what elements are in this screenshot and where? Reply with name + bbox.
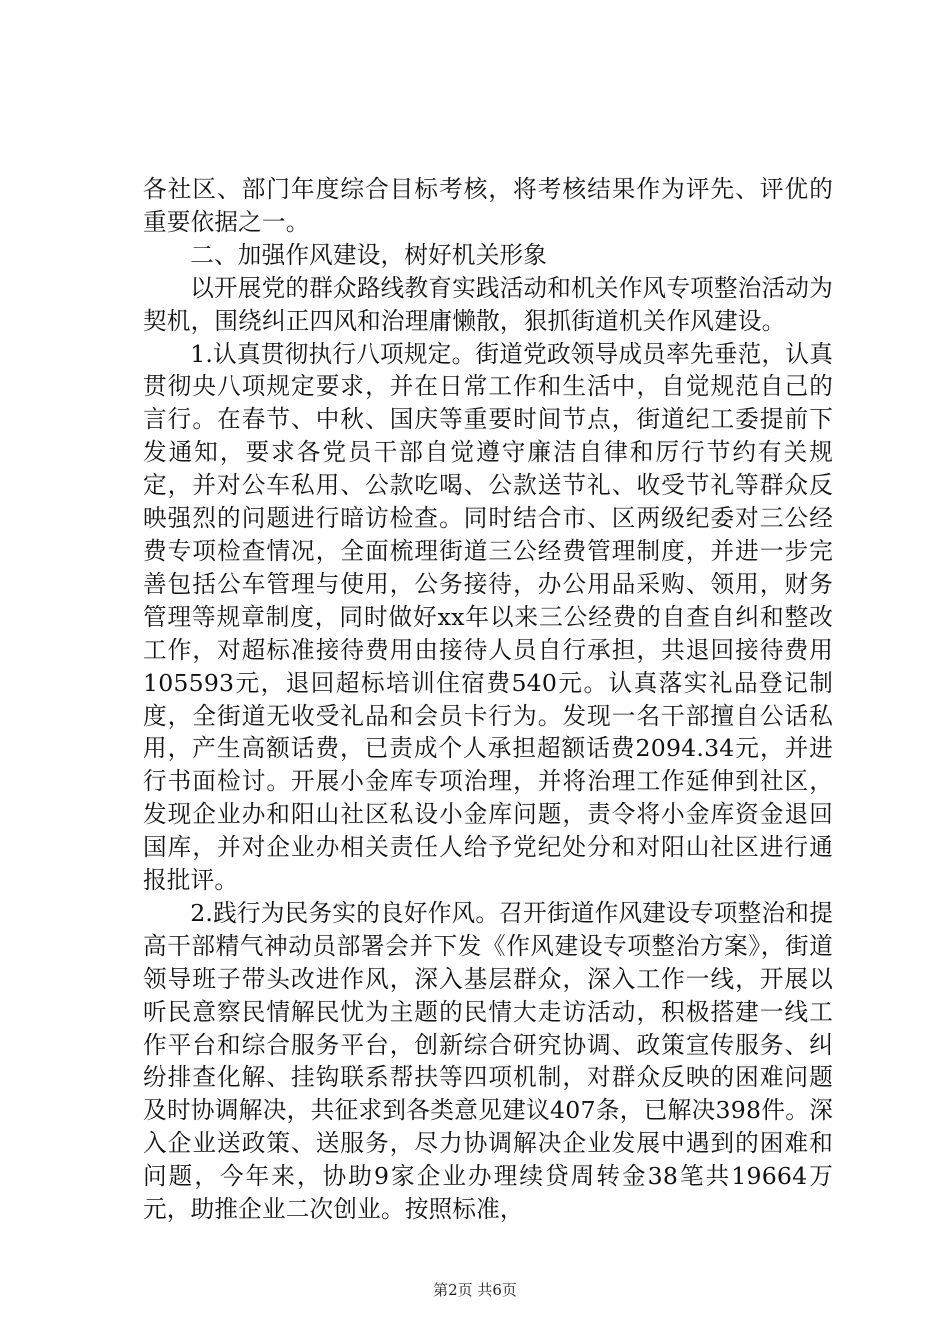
document-body: [143, 173, 833, 1226]
paragraph-item-1: 1.认真贯彻执行八项规定。街道党政领导成员率先垂范，认真贯彻央八项规定要求，并在日常工作和生活中，自觉规范自己的言行。在春节、中秋、国庆等重要时间节点，街道纪工委提前下发通知，要求各党员干部自觉遵守廉洁自律和厉行节约有关规定，并对公车私用、公款吃喝、公款送节礼、收受节礼等群众反映强烈的问题进行暗访检查。同时结合市、区两级纪委对三公经费专项检查情况，全面梳理街道三公经费管理制度，并进一步完善包括公车管理与使用，公务接待，办公用品采购、领用，财务管理等规章制度，同时做好xx年以来三公经费的自查自纠和整改工作，对超标准接待费用由接待人员自行承担，共退回接待费用105593元，退回超标培训住宿费540元。认真落实礼品登记制度，全街道无收受礼品和会员卡行为。发现一名干部擅自公话私用，产生高额话费，已责成个人承担超额话费2094.34元，并进行书面检讨。开展小金库专项治理，并将治理工作延伸到社区，发现企业办和阳山社区私设小金库问题，责令将小金库资金退回国库，并对企业办相关责任人给予党纪处分和对阳山社区进行通报批评。: [143, 339, 833, 895]
section-heading: 二、加强作风建设，树好机关形象: [190, 240, 548, 269]
paragraph-continued: 各社区、部门年度综合目标考核，将考核结果作为评先、评优的重要依据之一。: [143, 175, 833, 236]
page-footer: 第2页 共6页: [433, 1281, 517, 1299]
paragraph-item-2: 2.践行为民务实的良好作风。召开街道作风建设专项整治和提高干部精气神动员部署会并下发《作风建设专项整治方案》，街道领导班子带头改进作风，深入基层群众，深入工作一线，开展以听民意察民情解民忧为主题的民情大走访活动，积极搭建一线工作平台和综合服务平台，创新综合研究协调、政策宣传服务、纠纷排查化解、挂钩联系帮扶等四项机制，对群众反映的困难问题及时协调解决，共征求到各类意见建议407条，已解决398件。深入企业送政策、送服务，尽力协调解决企业发展中遇到的困难和问题，今年来，协助9家企业办理续贷周转金38笔共19664万元，助推企业二次创业。按照标准，: [143, 898, 833, 1224]
paragraph-intro: 以开展党的群众路线教育实践活动和机关作风专项整治活动为契机，围绕纠正四风和治理庸懒散，狠抓街道机关作风建设。: [143, 273, 833, 335]
